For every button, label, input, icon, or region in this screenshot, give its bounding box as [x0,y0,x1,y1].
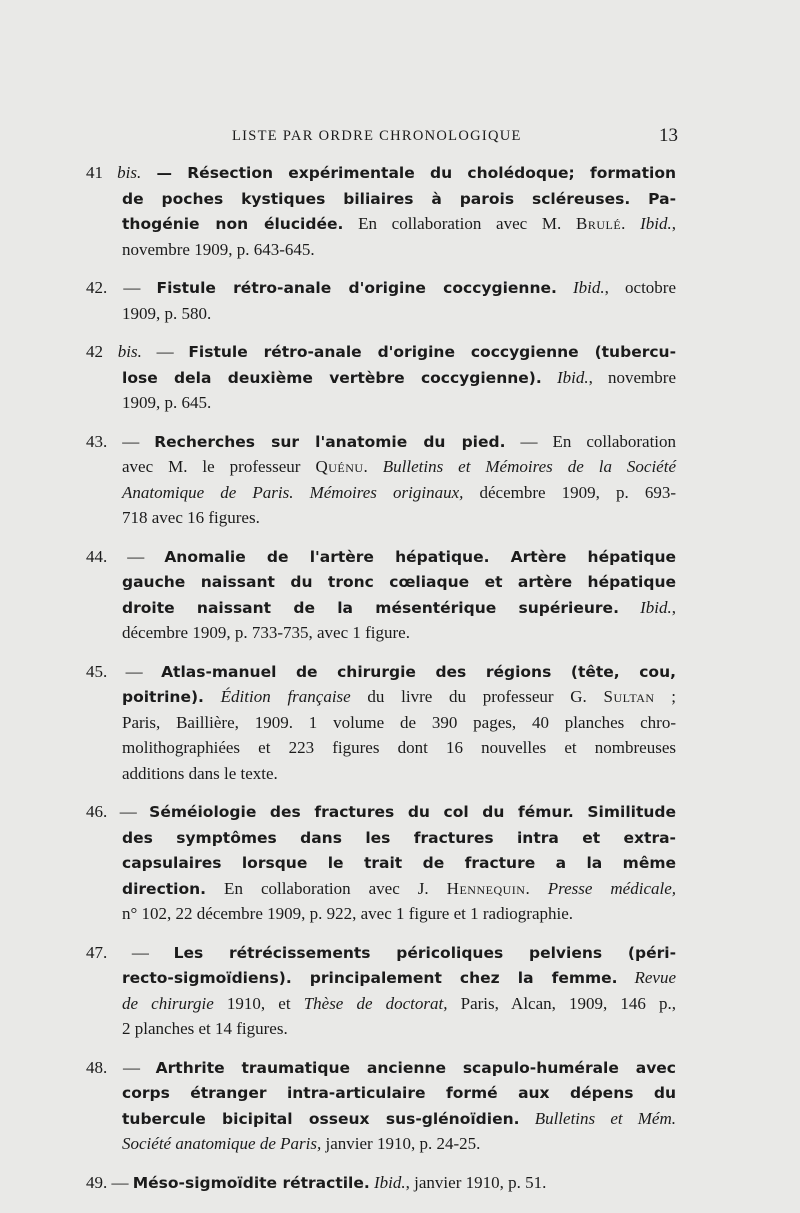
entry-line [86,1080,676,1106]
entry-line [86,684,676,710]
entry-title-text: lose dela deuxième vertèbre coccygienne). [122,368,542,387]
entry-line [86,454,676,480]
entry-text: n° 102, 22 décembre 1909, p. 922, avec 1 figure et 1 radiographie. [122,904,574,923]
entry-title-text: gauche naissant du tronc cœliaque et artère hépatique [122,573,676,591]
entry-text: 42 [86,342,118,361]
entry-source-text: Société anatomique de Paris, [122,1134,322,1153]
entry-line [86,301,676,327]
entry-text [618,968,635,987]
entry-source-text: Revue [634,968,676,987]
entry-line [86,991,676,1017]
entry-title-text: Les rétrécissements péricoliques pelviens (péri- [173,943,676,962]
entry-source-text: Ibid. [640,214,672,233]
entry-title-text: recto-sigmoïdiens). principalement chez la femme. [122,969,618,987]
entry-text: 45. — [86,661,162,681]
entry-text: avec M. le professeur [122,457,316,476]
entry-source-text: Ibid. [573,278,605,297]
entry-title-text: Fistule rétro-anale d'origine coccygienne (tubercu- [188,343,677,361]
entry-text: 48. — [86,1057,156,1077]
entry-line [86,876,676,902]
entry-text: . [621,214,641,233]
entry-title-text: Recherches sur l'anatomie du pied. [154,432,506,451]
entry-line [86,339,676,365]
entry-title-text: poitrine). [122,688,204,706]
entry-text [557,278,573,297]
entry-text: Hennequin [446,878,526,898]
entry-line [86,799,676,825]
bibliography-entry-43 [86,429,676,531]
entry-source-text: Bulletins et Mém. [534,1108,676,1128]
entry-text [619,598,640,617]
entry-text: Paris, Alcan, 1909, 146 p., [447,993,676,1013]
entry-text [542,368,557,387]
entry-title-text: corps étranger intra-articulaire formé aux dépens du [122,1084,676,1102]
entry-text: 47. — [86,942,174,962]
entry-line [86,710,676,736]
entry-text: Sultan [603,687,655,706]
entry-title-text: des symptômes dans les fractures intra et extra- [122,828,676,847]
entry-line [86,1055,676,1081]
entry-source-text: de chirurgie [122,993,214,1013]
entry-text: du livre du professeur G. [350,687,604,706]
entry-line [86,1106,676,1132]
entry-text: 1910, et [213,993,304,1013]
entry-text: 2 planches et 14 figures. [122,1019,288,1038]
entry-line [86,275,676,301]
entry-source-text: Thèse de doctorat, [303,993,448,1013]
entry-text: Quénu [315,457,364,476]
entry-text: . [525,878,548,898]
entry-text: novembre 1909, p. 643-645. [122,239,315,259]
entry-source-text: Ibid. [374,1172,406,1192]
running-header [120,125,682,154]
entry-line [86,901,676,927]
entry-line [86,595,676,621]
entry-text: , [671,597,676,617]
entry-title-text: Fistule rétro-anale d'origine coccygienne. [156,279,557,297]
entry-text: 49. — [86,1172,133,1192]
entry-line [86,659,676,685]
bibliography-list [86,160,676,1208]
entry-title-text: capsulaires lorsque le trait de fracture a la même [122,854,676,872]
entry-source-text: Édition française [220,687,351,706]
entry-source-text: Bulletins et Mémoires de la Société [382,457,676,476]
entry-line [86,940,676,966]
entry-source-text: bis. [117,163,142,182]
entry-text: molithographiées et 223 figures dont 16 nouvelles et nombreuses [122,738,676,757]
entry-text: , [671,214,677,233]
entry-title-text: Méso-sigmoïdite rétractile. [132,1173,370,1192]
entry-source-text: Ibid. [556,367,589,387]
entry-text: décembre 1909, p. 693- [463,482,677,502]
entry-line [86,850,676,876]
entry-source-text: Anatomique de Paris. Mémoires originaux, [122,482,464,502]
entry-text [520,1109,535,1128]
entry-title-text: Arthrite traumatique ancienne scapulo-humérale avec [155,1058,676,1077]
entry-text [204,687,221,706]
entry-line [86,390,676,416]
bibliography-entry-41bis [86,160,676,262]
entry-source-text: Presse médicale, [547,878,677,898]
entry-text: , janvier 1910, p. 51. [405,1172,547,1192]
entry-line [86,211,676,237]
entry-title-text: Anomalie de l'artère hépatique. Artère hépatique [164,547,677,566]
bibliography-entry-49 [86,1170,676,1196]
entry-text: , novembre [588,367,676,387]
entry-text: Brulé [575,214,622,233]
entry-line [86,1016,676,1042]
bibliography-entry-44 [86,544,676,646]
entry-title-text: Atlas-manuel de chirurgie des régions (tête, cou, [161,662,676,681]
entry-text: 1909, p. 645. [122,393,212,412]
entry-text: 41 [86,163,118,182]
entry-text: — En collaboration [505,431,677,451]
entry-title-text: tubercule bicipital osseux sus-glénoïdien. [122,1109,520,1128]
entry-title-text: de poches kystiques biliaires à parois scléreuses. Pa- [122,189,676,208]
entry-text: 718 avec 16 figures. [122,508,260,527]
bibliography-entry-42bis [86,339,676,416]
bibliography-entry-46 [86,799,676,927]
entry-line [86,1131,676,1157]
entry-title-text: direction. [122,879,207,898]
entry-line [86,160,676,186]
entry-line [86,186,676,212]
entry-line [86,965,676,991]
entry-text: 46. — [86,802,150,821]
entry-text: — [141,342,189,361]
entry-text: décembre 1909, p. 733-735, avec 1 figure. [122,623,410,642]
header-title: LISTE PAR ORDRE CHRONOLOGIQUE [232,128,522,144]
entry-text: En collaboration avec M. [343,214,576,233]
bibliography-entry-42 [86,275,676,326]
bibliography-entry-48 [86,1055,676,1157]
entry-title-text: Séméiologie des fractures du col du fémur. Similitude [149,803,676,821]
entry-line [86,237,676,263]
entry-line [86,544,676,570]
entry-line [86,480,676,506]
entry-text: Paris, Baillière, 1909. 1 volume de 390 pages, 40 planches chro- [122,712,676,732]
entry-line [86,825,676,851]
entry-text: ; [654,687,676,706]
entry-line [86,365,676,391]
entry-source-text: Ibid. [640,597,672,617]
entry-line [86,505,676,531]
entry-text: . [363,457,383,476]
entry-text: En collaboration avec J. [206,878,447,898]
entry-text: , octobre [604,278,677,297]
entry-text: 1909, p. 580. [122,303,212,323]
entry-text: janvier 1910, p. 24-25. [321,1134,481,1153]
entry-line [86,620,676,646]
bibliography-entry-47 [86,940,676,1042]
entry-text: 43. — [86,431,155,451]
entry-title-text: — Résection expérimentale du cholédoque; formation [141,164,677,182]
entry-line [86,761,676,787]
page-number: 13 [659,125,678,146]
entry-text: 44. — [86,546,165,566]
entry-source-text: bis. [117,342,142,361]
entry-line [86,1170,676,1196]
entry-line [86,429,676,455]
entry-line [86,735,676,761]
bibliography-entry-45 [86,659,676,787]
entry-text: additions dans le texte. [122,763,278,783]
entry-line [86,569,676,595]
entry-title-text: thogénie non élucidée. [122,215,344,233]
entry-title-text: droite naissant de la mésentérique supérieure. [122,598,619,617]
entry-text: 42. — [86,278,157,297]
